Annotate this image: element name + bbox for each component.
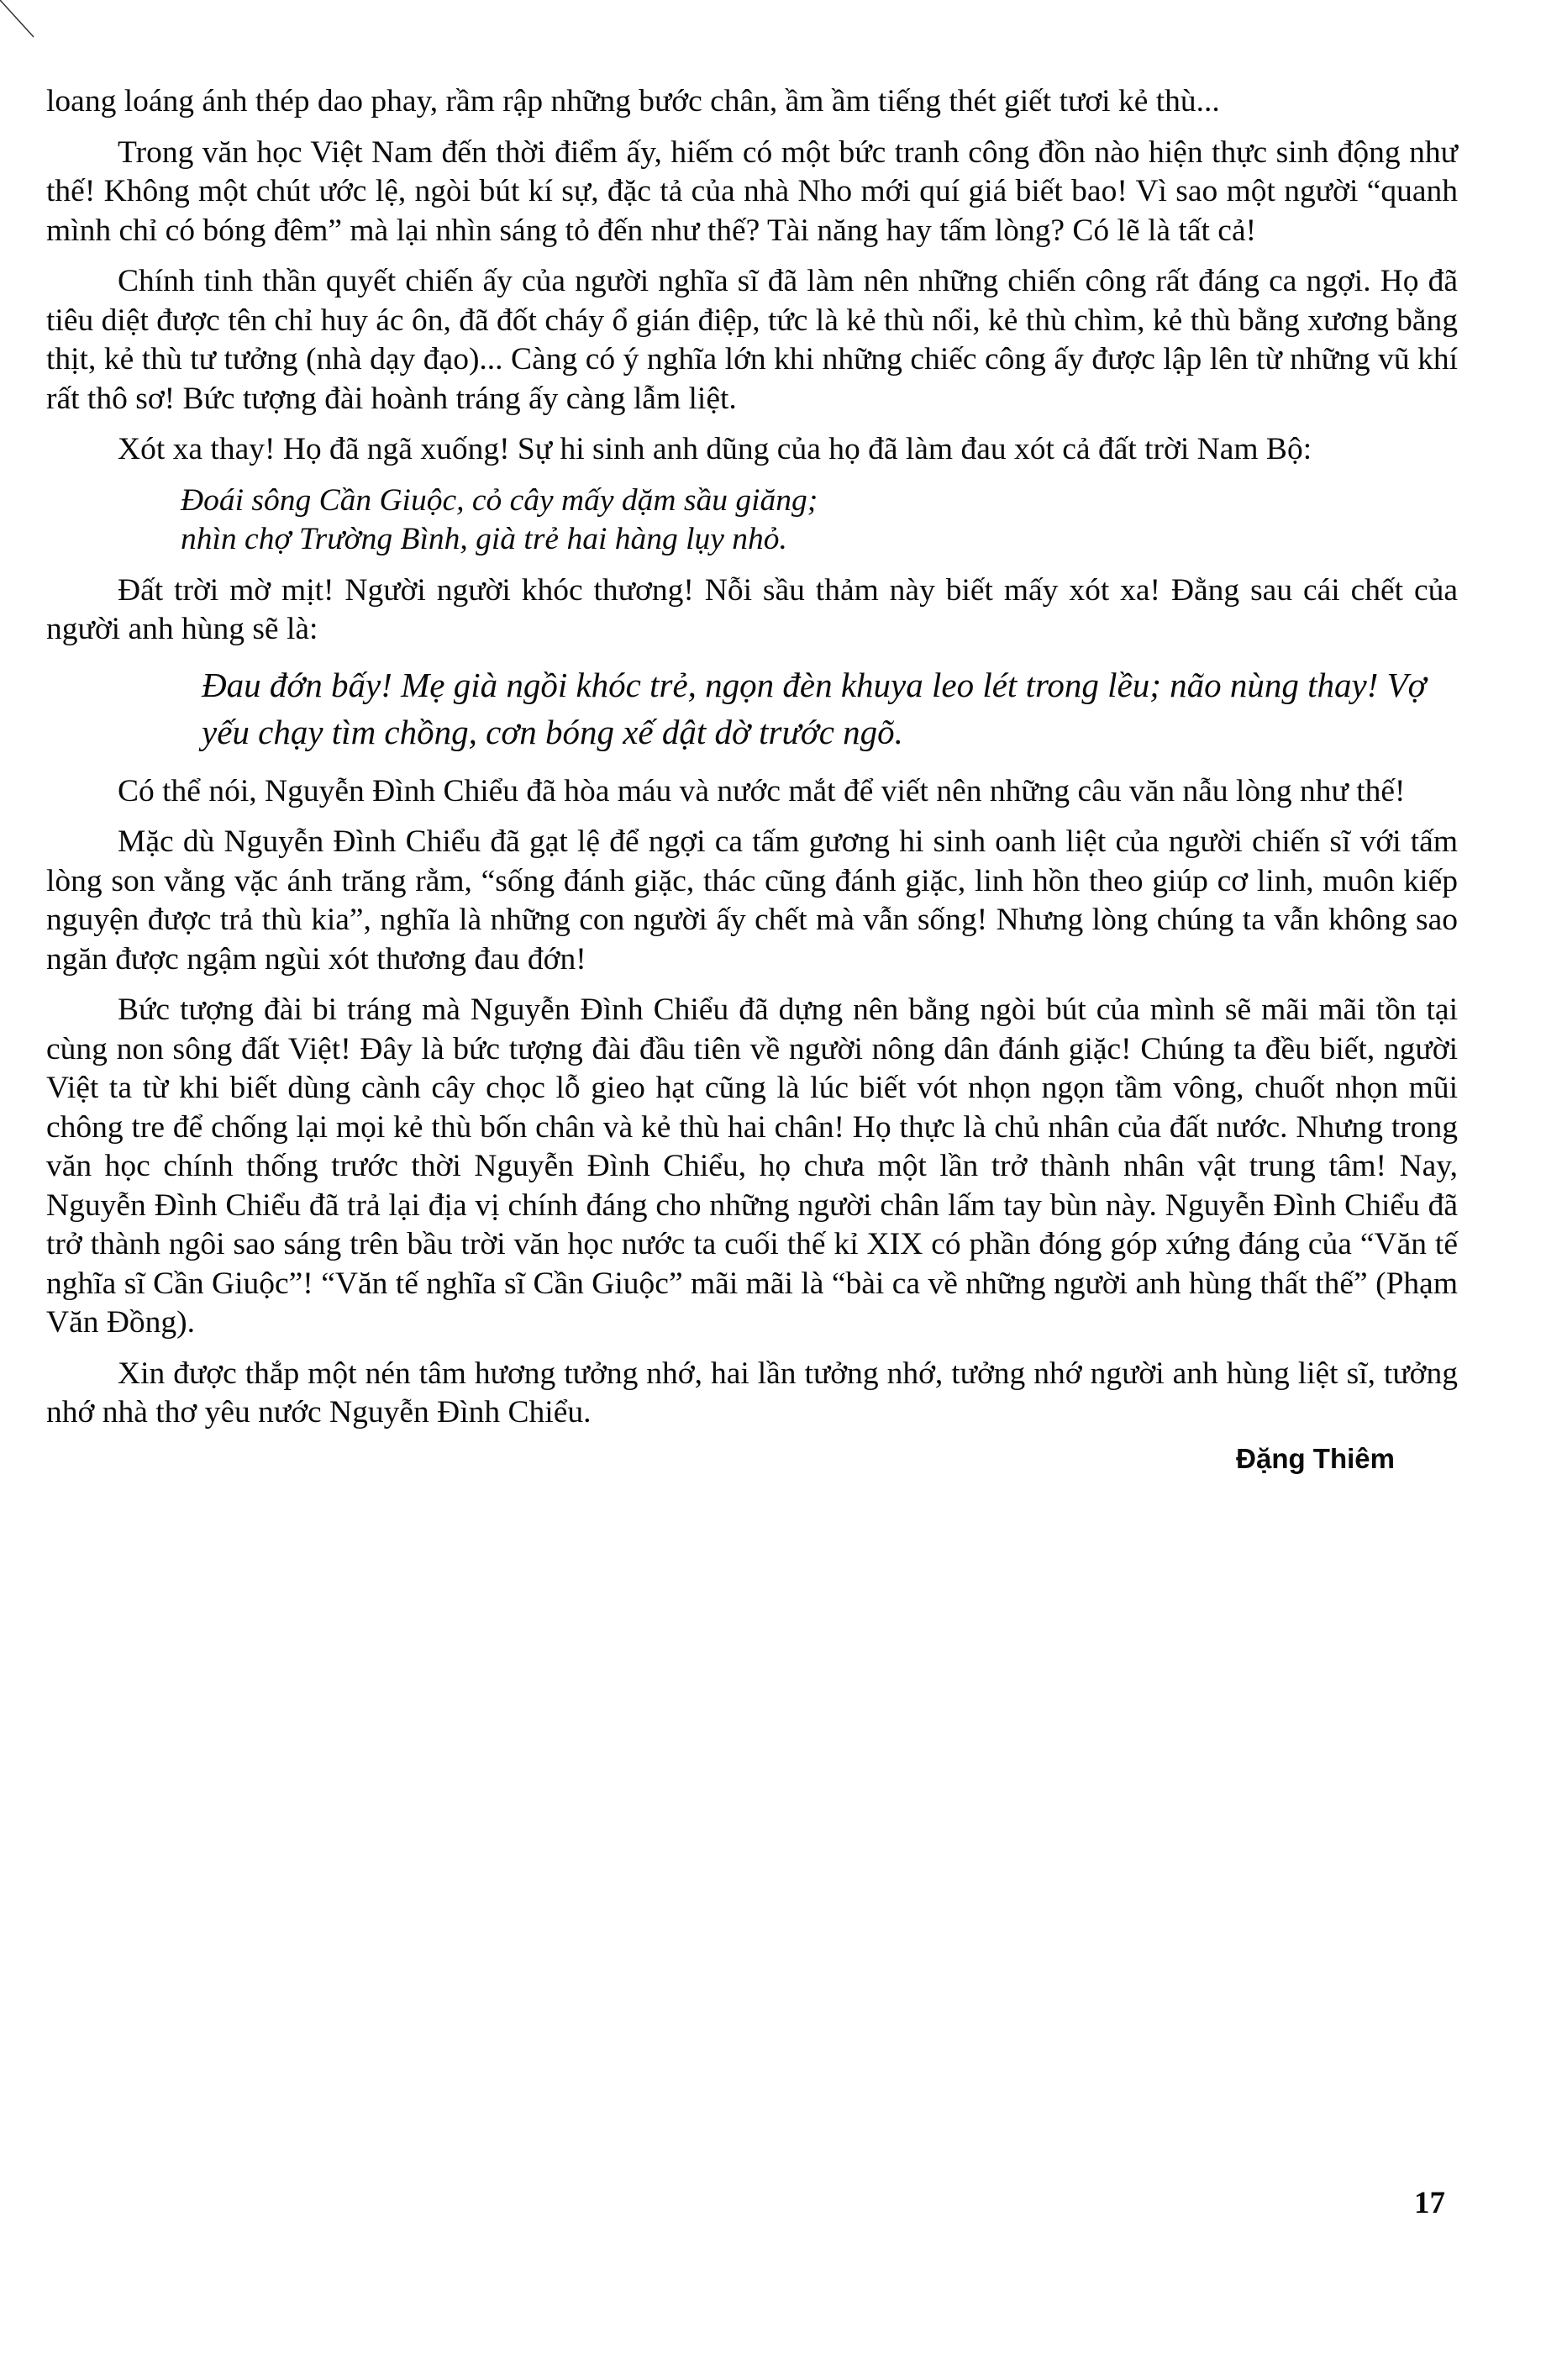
article-body — [46, 82, 1458, 1478]
paragraph: Đất trời mờ mịt! Người người khóc thương! Nỗi sầu thảm này biết mấy xót xa! Đằng sau cái chết của người anh hùng sẽ là: — [46, 572, 1458, 646]
scan-edge-mark — [0, 0, 39, 39]
paragraph: Chính tinh thần quyết chiến ấy của người nghĩa sĩ đã làm nên những chiến công rất đáng ca ngợi. Họ đã tiêu diệt được tên chỉ huy ác ôn, đã đốt cháy ổ gián điệp, tức là kẻ thù nổi, kẻ thù chìm, kẻ thù bằng xương bằng thịt, kẻ thù tư tưởng (nhà dạy đạo)... Càng có ý nghĩa lớn khi những chiếc công ấy được lập lên từ những vũ khí rất thô sơ! Bức tượng đài hoành tráng ấy càng lẫm liệt. — [46, 264, 1458, 416]
paragraph: Mặc dù Nguyễn Đình Chiểu đã gạt lệ để ngợi ca tấm gương hi sinh oanh liệt của người chiến sĩ với tấm lòng son vằng vặc ánh trăng rằm, “sống đánh giặc, thác cũng đánh giặc, linh hồn theo giúp cơ linh, muôn kiếp nguyện được trả thù kia”, nghĩa là những con người ấy chết mà vẫn sống! Nhưng lòng chúng ta vẫn không sao ngăn được ngậm ngùi xót thương đau đớn! — [46, 824, 1458, 977]
page-number: 17 — [1414, 2186, 1445, 2220]
italic-quote: Đau đớn bấy! Mẹ già ngồi khóc trẻ, ngọn đèn khuya leo lét trong lều; não nùng thay! Vợ yếu chạy tìm chồng, cơn bóng xế dật dờ trước ngõ. — [202, 665, 1427, 751]
paragraph: Trong văn học Việt Nam đến thời điểm ấy, hiếm có một bức tranh công đồn nào hiện thực sinh động như thế! Không một chút ước lệ, ngòi bút kí sự, đặc tả của nhà Nho mới quí giá biết bao! Vì sao một người “quanh mình chỉ có bóng đêm” mà lại nhìn sáng tỏ đến như thế? Tài năng hay tấm lòng? Có lẽ là tất cả! — [46, 134, 1458, 248]
verse-quote — [181, 482, 1458, 560]
paragraph-continuation: loang loáng ánh thép dao phay, rầm rập những bước chân, ầm ầm tiếng thét giết tươi kẻ thù... — [46, 84, 1220, 118]
paragraph: Bức tượng đài bi tráng mà Nguyễn Đình Chiểu đã dựng nên bằng ngòi bút của mình sẽ mãi mãi tồn tại cùng non sông đất Việt! Đây là bức tượng đài đầu tiên về người nông dân đánh giặc! Chúng ta đều biết, người Việt ta từ khi biết dùng cành cây chọc lỗ gieo hạt cũng là lúc biết vót nhọn ngọn tầm vông, chuốt nhọn mũi chông tre để chống lại mọi kẻ thù bốn chân và kẻ thù hai chân! Họ thực là chủ nhân của đất nước. Nhưng trong văn học chính thống trước thời Nguyễn Đình Chiểu, họ chưa một lần trở thành nhân vật trung tâm! Nay, Nguyễn Đình Chiểu đã trả lại địa vị chính đáng cho những người chân lấm tay bùn này. Nguyễn Đình Chiểu đã trở thành ngôi sao sáng trên bầu trời văn học nước ta cuối thế kỉ XIX có phần đóng góp xứng đáng của “Văn tế nghĩa sĩ Cần Giuộc”! “Văn tế nghĩa sĩ Cần Giuộc” mãi mãi là “bài ca về những người anh hùng thất thế” (Phạm Văn Đồng). — [46, 993, 1458, 1340]
paragraph: Xin được thắp một nén tâm hương tưởng nhớ, hai lần tưởng nhớ, tưởng nhớ người anh hùng liệt sĩ, tưởng nhớ nhà thơ yêu nước Nguyễn Đình Chiểu. — [46, 1356, 1458, 1430]
verse-line: Đoái sông Cần Giuộc, cỏ cây mấy dặm sầu giăng; — [181, 482, 818, 518]
paragraph: Có thể nói, Nguyễn Đình Chiểu đã hòa máu và nước mắt để viết nên những câu văn nẫu lòng như thế! — [118, 773, 1406, 808]
author-signature: Đặng Thiêm — [1236, 1442, 1395, 1474]
verse-line: nhìn chợ Trường Bình, già trẻ hai hàng lụy nhỏ. — [181, 522, 787, 556]
paragraph: Xót xa thay! Họ đã ngã xuống! Sự hi sinh anh dũng của họ đã làm đau xót cả đất trời Nam Bộ: — [118, 432, 1312, 466]
